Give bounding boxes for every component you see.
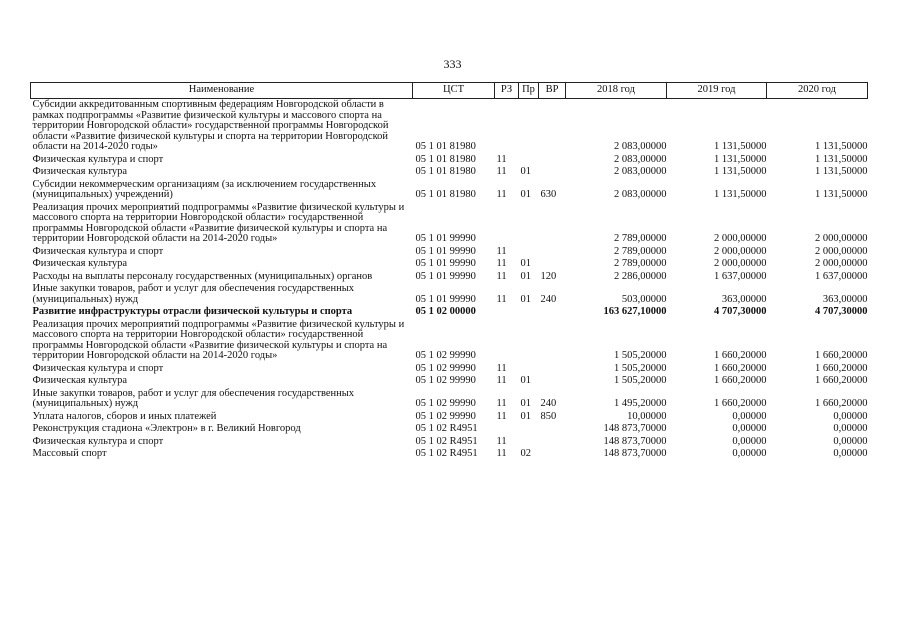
- cell-vr: 850: [540, 410, 557, 422]
- cell-vr: 240: [540, 398, 557, 409]
- cell-2018: 2 286,00000: [614, 270, 667, 282]
- cell-vr: 630: [540, 189, 557, 200]
- table-row: [31, 319, 868, 363]
- table-row: [31, 258, 868, 271]
- header-2020: 2020 год: [767, 83, 868, 99]
- cell-name: Реализация прочих мероприятий подпрограммы «Развитие физической культуры и массового спорта на территории Новгородской области» государственной программы Новгородской области «Развитие физической культуры и спорта на территории Новгородской области на 2014-2020 годы»: [32, 201, 405, 244]
- cell-2020: 1 660,20000: [815, 350, 868, 361]
- cell-pr: 01: [520, 375, 531, 386]
- cell-pr: 02: [520, 448, 531, 459]
- cell-2020: 1 131,50000: [815, 166, 868, 177]
- cell-2020: 2 000,00000: [815, 233, 868, 244]
- cell-2019: 1 660,20000: [714, 362, 767, 374]
- cell-rz: [495, 99, 519, 154]
- cell-2019: 1 660,20000: [714, 350, 767, 361]
- cell-2019: 363,00000: [721, 293, 767, 305]
- cell-vr: [539, 448, 566, 461]
- cell-pr: 01: [520, 270, 531, 282]
- cell-cst: 05 1 02 99990: [415, 362, 476, 374]
- cell-pr: 01: [520, 293, 531, 305]
- cell-vr: [539, 166, 566, 179]
- cell-2020: 1 637,00000: [815, 270, 868, 282]
- cell-2020: 1 131,50000: [815, 153, 868, 165]
- header-pr: Пр: [519, 83, 539, 99]
- cell-rz: 11: [496, 398, 507, 409]
- header-vr: ВР: [539, 83, 566, 99]
- cell-2019: 1 660,20000: [714, 375, 767, 386]
- table-row: [31, 411, 868, 424]
- header-rz: РЗ: [495, 83, 519, 99]
- cell-2018: 163 627,10000: [603, 306, 667, 317]
- cell-vr: [539, 375, 566, 388]
- cell-2020: 2 000,00000: [815, 245, 868, 257]
- budget-table: [30, 82, 868, 461]
- cell-name: Физическая культура и спорт: [32, 435, 164, 447]
- cell-name: Реконструкция стадиона «Электрон» в г. Великий Новгород: [32, 423, 301, 434]
- cell-vr: [539, 363, 566, 376]
- cell-name: Субсидии аккредитованным спортивным федерациям Новгородской области в рамках подпрограммы «Развитие физической культуры и массового спорта на территории Новгородской области» государственной программы Новгородской области «Развитие физической культуры и спорта на территории Новгородской области на 2014-2020 годы»: [32, 99, 389, 152]
- cell-pr: 01: [520, 189, 531, 200]
- cell-cst: 05 1 01 81980: [415, 153, 476, 165]
- cell-2019: 2 000,00000: [714, 258, 767, 269]
- cell-rz: 11: [496, 270, 507, 282]
- cell-name: Иные закупки товаров, работ и услуг для обеспечения государственных (муниципальных) нужд: [32, 387, 355, 409]
- cell-pr: [519, 246, 539, 259]
- cell-2019: 1 131,50000: [714, 141, 767, 152]
- cell-2020: 363,00000: [822, 293, 868, 305]
- cell-name: Субсидии некоммерческим организациям (за исключением государственных (муниципальных) учреждений): [32, 178, 377, 200]
- cell-rz: 11: [496, 189, 507, 200]
- cell-cst: 05 1 02 R4951: [415, 423, 478, 434]
- cell-pr: 01: [520, 258, 531, 269]
- cell-cst: 05 1 01 99990: [415, 270, 476, 282]
- cell-cst: 05 1 02 99990: [415, 410, 476, 422]
- cell-2018: 10,00000: [627, 410, 667, 422]
- table-row: [31, 179, 868, 202]
- cell-rz: 11: [496, 166, 507, 177]
- table-row: [31, 363, 868, 376]
- table-row: [31, 166, 868, 179]
- cell-rz: 11: [496, 410, 507, 422]
- cell-cst: 05 1 02 00000: [415, 306, 476, 317]
- cell-cst: 05 1 01 99990: [415, 233, 476, 244]
- cell-2019: 1 637,00000: [714, 270, 767, 282]
- cell-vr: [539, 258, 566, 271]
- table-row: [31, 283, 868, 306]
- cell-name: Физическая культура и спорт: [32, 153, 164, 165]
- cell-pr: 01: [520, 166, 531, 177]
- cell-name: Расходы на выплаты персоналу государственных (муниципальных) органов: [32, 270, 373, 282]
- cell-cst: 05 1 02 99990: [415, 398, 476, 409]
- cell-pr: [519, 99, 539, 154]
- cell-cst: 05 1 02 99990: [415, 350, 476, 361]
- cell-pr: [519, 423, 539, 436]
- cell-2019: 0,00000: [732, 410, 767, 422]
- cell-2018: 2 789,00000: [614, 245, 667, 257]
- cell-2019: 0,00000: [732, 435, 767, 447]
- cell-name: Физическая культура и спорт: [32, 245, 164, 257]
- cell-pr: [519, 319, 539, 363]
- cell-2018: 2 083,00000: [614, 141, 667, 152]
- table-row: [31, 388, 868, 411]
- cell-2020: 1 131,50000: [815, 189, 868, 200]
- cell-cst: 05 1 02 99990: [415, 375, 476, 386]
- header-cst: ЦСТ: [413, 83, 495, 99]
- cell-cst: 05 1 01 99990: [415, 245, 476, 257]
- cell-cst: 05 1 01 99990: [415, 293, 476, 305]
- cell-name: Физическая культура и спорт: [32, 362, 164, 374]
- cell-rz: [495, 423, 519, 436]
- cell-2018: 2 789,00000: [614, 258, 667, 269]
- cell-rz: 11: [496, 245, 507, 257]
- cell-name: Физическая культура: [32, 375, 128, 386]
- cell-2020: 2 000,00000: [815, 258, 868, 269]
- cell-2018: 148 873,70000: [603, 423, 667, 434]
- table-row: [31, 246, 868, 259]
- cell-2019: 4 707,30000: [714, 306, 767, 317]
- cell-2020: 0,00000: [833, 423, 868, 434]
- cell-cst: 05 1 02 R4951: [415, 435, 478, 447]
- cell-2018: 503,00000: [621, 293, 667, 305]
- cell-vr: [539, 154, 566, 167]
- cell-2018: 2 083,00000: [614, 153, 667, 165]
- cell-cst: 05 1 01 81980: [415, 189, 476, 200]
- table-body: [31, 99, 868, 461]
- cell-rz: 11: [496, 448, 507, 459]
- cell-vr: [539, 99, 566, 154]
- cell-2018: 2 083,00000: [614, 189, 667, 200]
- cell-vr: [539, 436, 566, 449]
- table-row: [31, 306, 868, 319]
- cell-name: Реализация прочих мероприятий подпрограммы «Развитие физической культуры и массового спорта на территории Новгородской области» государственной программы Новгородской области «Развитие физической культуры и спорта на территории Новгородской области на 2014-2020 годы»: [32, 318, 405, 361]
- cell-2019: 2 000,00000: [714, 233, 767, 244]
- cell-rz: [495, 202, 519, 246]
- cell-rz: [495, 319, 519, 363]
- table-row: [31, 375, 868, 388]
- cell-pr: [519, 154, 539, 167]
- cell-rz: 11: [496, 362, 507, 374]
- cell-rz: 11: [496, 153, 507, 165]
- cell-name: Массовый спорт: [32, 448, 107, 459]
- cell-2018: 1 495,20000: [614, 398, 667, 409]
- cell-name: Иные закупки товаров, работ и услуг для обеспечения государственных (муниципальных) нужд: [32, 283, 355, 305]
- cell-pr: [519, 202, 539, 246]
- cell-2019: 1 131,50000: [714, 153, 767, 165]
- table-row: [31, 436, 868, 449]
- header-2019: 2019 год: [667, 83, 767, 99]
- page-number: 333: [443, 57, 462, 71]
- cell-2020: 4 707,30000: [815, 306, 868, 317]
- cell-rz: [495, 306, 519, 319]
- cell-vr: 120: [540, 270, 557, 282]
- cell-rz: 11: [496, 435, 507, 447]
- cell-cst: 05 1 01 81980: [415, 141, 476, 152]
- table-row: [31, 271, 868, 284]
- cell-2019: 1 131,50000: [714, 189, 767, 200]
- cell-2020: 1 131,50000: [815, 141, 868, 152]
- cell-2019: 0,00000: [732, 423, 767, 434]
- cell-cst: 05 1 01 99990: [415, 258, 476, 269]
- table-row: [31, 202, 868, 246]
- cell-2019: 1 131,50000: [714, 166, 767, 177]
- cell-vr: [539, 202, 566, 246]
- cell-pr: [519, 363, 539, 376]
- cell-2019: 1 660,20000: [714, 398, 767, 409]
- table-row: [31, 423, 868, 436]
- table-row: [31, 99, 868, 154]
- cell-pr: [519, 436, 539, 449]
- cell-name: Уплата налогов, сборов и иных платежей: [32, 410, 217, 422]
- cell-2018: 1 505,20000: [614, 350, 667, 361]
- cell-2020: 1 660,20000: [815, 398, 868, 409]
- cell-2018: 2 083,00000: [614, 166, 667, 177]
- cell-vr: [539, 306, 566, 319]
- cell-vr: [539, 246, 566, 259]
- cell-2018: 148 873,70000: [603, 448, 667, 459]
- cell-2020: 0,00000: [833, 435, 868, 447]
- cell-2020: 1 660,20000: [815, 362, 868, 374]
- cell-2018: 1 505,20000: [614, 375, 667, 386]
- cell-vr: 240: [540, 293, 557, 305]
- cell-2018: 2 789,00000: [614, 233, 667, 244]
- cell-2018: 1 505,20000: [614, 362, 667, 374]
- table-row: [31, 154, 868, 167]
- cell-2019: 2 000,00000: [714, 245, 767, 257]
- cell-2018: 148 873,70000: [603, 435, 667, 447]
- cell-pr: 01: [520, 410, 531, 422]
- cell-2020: 0,00000: [833, 410, 868, 422]
- cell-2020: 0,00000: [833, 448, 868, 459]
- cell-name: Физическая культура: [32, 166, 128, 177]
- cell-cst: 05 1 01 81980: [415, 166, 476, 177]
- table-header-row: [31, 83, 868, 99]
- table-row: [31, 448, 868, 461]
- cell-rz: 11: [496, 293, 507, 305]
- cell-vr: [539, 319, 566, 363]
- cell-vr: [539, 423, 566, 436]
- cell-name: Физическая культура: [32, 258, 128, 269]
- cell-rz: 11: [496, 258, 507, 269]
- cell-rz: 11: [496, 375, 507, 386]
- header-2018: 2018 год: [566, 83, 667, 99]
- header-name: Наименование: [31, 83, 413, 99]
- cell-name: Развитие инфраструктуры отрасли физической культуры и спорта: [32, 306, 353, 317]
- cell-pr: 01: [520, 398, 531, 409]
- cell-pr: [519, 306, 539, 319]
- cell-cst: 05 1 02 R4951: [415, 448, 478, 459]
- cell-2019: 0,00000: [732, 448, 767, 459]
- cell-2020: 1 660,20000: [815, 375, 868, 386]
